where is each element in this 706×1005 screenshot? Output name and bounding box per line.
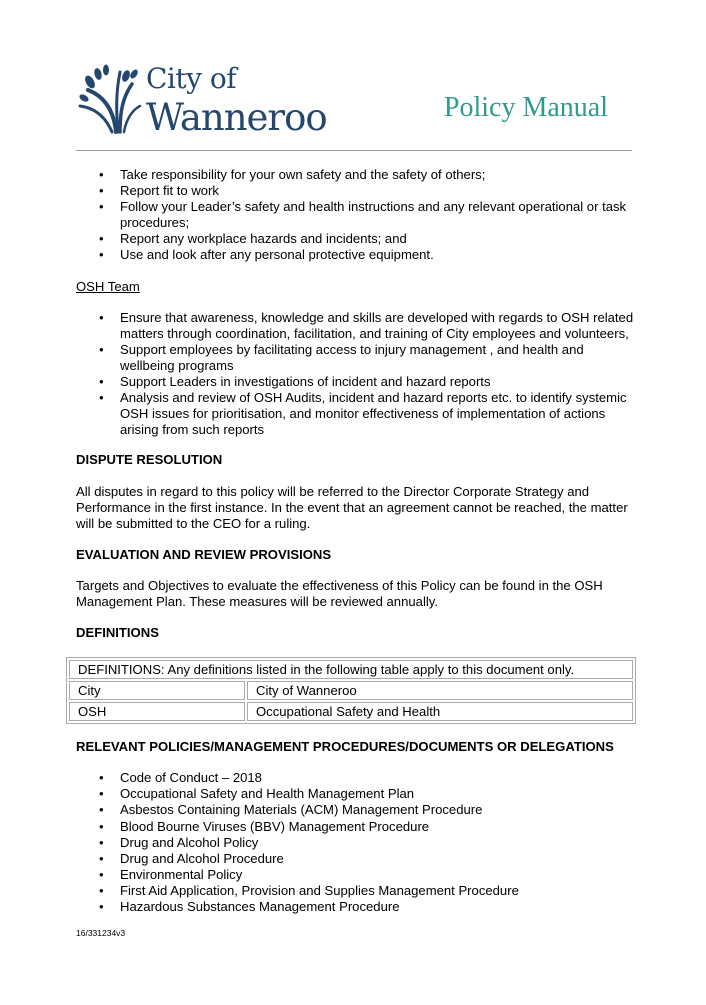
list-item: • Follow your Leader’s safety and health instructions and any relevant operational or task procedures; <box>99 199 627 231</box>
bullet-icon: • <box>99 309 104 325</box>
bullet-icon: • <box>99 882 104 898</box>
logo-text-wanneroo: Wanneroo <box>146 96 327 139</box>
dispute-resolution-heading: DISPUTE RESOLUTION <box>76 452 223 468</box>
bullet-icon: • <box>99 850 104 866</box>
document-body <box>76 167 636 915</box>
logo-text-city-of: City of <box>146 62 237 95</box>
table-row <box>69 681 633 700</box>
list-item: • Occupational Safety and Health Management Plan <box>99 786 415 802</box>
definitions-heading: DEFINITIONS <box>76 625 159 641</box>
definitions-caption: DEFINITIONS: Any definitions listed in the following table apply to this document only. <box>69 660 633 679</box>
list-item: • Report fit to work <box>99 183 219 199</box>
bullet-icon: • <box>99 183 104 199</box>
bullet-icon: • <box>99 341 104 357</box>
definitions-table <box>66 657 636 724</box>
bullet-icon: • <box>99 374 104 390</box>
header-divider <box>76 150 632 151</box>
list-item: • Report any workplace hazards and incidents; and <box>99 231 407 247</box>
city-logo <box>76 62 326 142</box>
bullet-icon: • <box>99 834 104 850</box>
list-item: • Environmental Policy <box>99 866 243 882</box>
relevant-policies-heading: RELEVANT POLICIES/MANAGEMENT PROCEDURES/DOCUMENTS OR DELEGATIONS <box>76 739 614 755</box>
bullet-icon: • <box>99 167 104 182</box>
list-item: • First Aid Application, Provision and Supplies Management Procedure <box>99 882 519 898</box>
list-item: • Analysis and review of OSH Audits, incident and hazard reports etc. to identify systemic OSH issues for prioritisation, and monitor effectiveness of implementation of actions arising from such reports <box>99 390 627 438</box>
list-item: • Use and look after any personal protective equipment. <box>99 247 434 263</box>
document-reference: 16/331234v3 <box>76 928 126 938</box>
osh-team-heading: OSH Team <box>76 278 140 294</box>
list-item: • Support Leaders in investigations of incident and hazard reports <box>99 374 491 390</box>
page-header <box>76 56 632 150</box>
dispute-resolution-text: All disputes in regard to this policy will be referred to the Director Corporate Strategy and Performance in the first instance. In the event that an agreement cannot be reached, the matter will be submitted to the CEO for a ruling. <box>76 483 628 531</box>
definition-meaning: City of Wanneroo <box>247 681 633 700</box>
bullet-icon: • <box>99 802 104 818</box>
bullet-icon: • <box>99 818 104 834</box>
bullet-icon: • <box>99 770 104 786</box>
bullet-icon: • <box>99 390 104 406</box>
evaluation-text: Targets and Objectives to evaluate the effectiveness of this Policy can be found in the OSH Management Plan. These measures will be reviewed annually. <box>76 577 603 609</box>
bullet-icon: • <box>99 866 104 882</box>
list-item: • Drug and Alcohol Procedure <box>99 850 284 866</box>
relevant-policies-list <box>76 770 636 915</box>
bullet-icon: • <box>99 899 104 914</box>
table-row <box>69 702 633 721</box>
definition-term: OSH <box>69 702 245 721</box>
bullet-icon: • <box>99 247 104 263</box>
responsibilities-list <box>76 167 636 264</box>
table-row <box>69 660 633 679</box>
reed-plant-icon <box>76 62 142 134</box>
list-item: • Support employees by facilitating access to injury management , and health and wellbeing programs <box>99 341 584 373</box>
policy-manual-title: Policy Manual <box>443 92 608 123</box>
list-item: • Asbestos Containing Materials (ACM) Management Procedure <box>99 802 483 818</box>
bullet-icon: • <box>99 199 104 215</box>
definition-meaning: Occupational Safety and Health <box>247 702 633 721</box>
list-item: • Drug and Alcohol Policy <box>99 834 259 850</box>
list-item: • Code of Conduct – 2018 <box>99 770 262 786</box>
bullet-icon: • <box>99 786 104 802</box>
evaluation-heading: EVALUATION AND REVIEW PROVISIONS <box>76 546 332 562</box>
list-item: • Hazardous Substances Management Procedure <box>99 899 400 914</box>
list-item: • Ensure that awareness, knowledge and skills are developed with regards to OSH related matters through coordination, facilitation, and training of City employees and volunteers, <box>99 309 634 341</box>
list-item: • Take responsibility for your own safety and the safety of others; <box>99 167 486 182</box>
list-item: • Blood Bourne Viruses (BBV) Management Procedure <box>99 818 430 834</box>
bullet-icon: • <box>99 231 104 247</box>
definition-term: City <box>69 681 245 700</box>
osh-team-list <box>76 310 636 439</box>
